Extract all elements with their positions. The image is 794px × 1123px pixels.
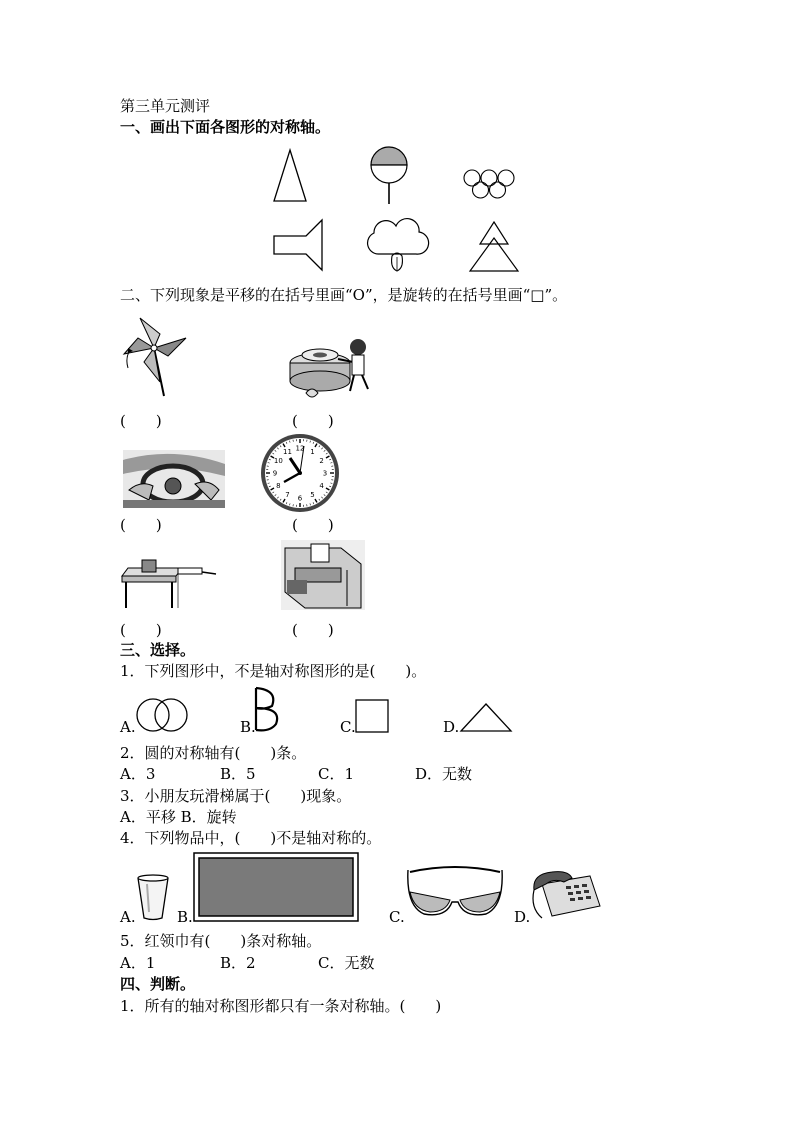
clock-number: 12: [295, 444, 305, 453]
letter-b-icon: [252, 686, 282, 732]
section-3-title: 三、选择。: [120, 641, 196, 659]
blank-6[interactable]: ( ): [292, 621, 334, 639]
q3-1-text: 1．下列图形中，不是轴对称图形的是( )。: [120, 662, 427, 680]
q3-1-option-c[interactable]: C.: [340, 718, 356, 736]
clock-number: 3: [322, 469, 328, 478]
triangle-icon: [458, 702, 514, 734]
clock-number: 4: [319, 482, 324, 490]
clock-icon: [259, 432, 341, 514]
steering-wheel-icon: [123, 450, 225, 508]
q3-5-option-c[interactable]: C．无数: [318, 954, 375, 972]
clock-number: 8: [276, 482, 281, 490]
blank-2[interactable]: ( ): [292, 412, 334, 430]
q3-4-option-b[interactable]: B.: [177, 908, 193, 926]
q3-4-option-c[interactable]: C.: [389, 908, 405, 926]
olympic-rings-icon: [462, 168, 516, 202]
millstone-icon: [286, 333, 386, 405]
square-icon: [354, 698, 390, 734]
clock-number: 10: [273, 457, 283, 465]
sunglasses-icon: [402, 862, 508, 922]
section-1-title: 一、画出下面各图形的对称轴。: [120, 118, 331, 136]
drawer-icon: [281, 540, 365, 610]
tall-triangle-icon: [270, 148, 310, 204]
trumpet-shape-icon: [272, 218, 328, 274]
blank-4[interactable]: ( ): [292, 516, 334, 534]
q3-4-text: 4．下列物品中，( )不是轴对称的。: [120, 829, 382, 847]
q3-2-option-b[interactable]: B．5: [220, 765, 256, 783]
blank-3[interactable]: ( ): [120, 516, 162, 534]
q3-5-text: 5．红领巾有( )条对称轴。: [120, 932, 322, 950]
q3-4-option-d[interactable]: D.: [514, 908, 531, 926]
q3-3-text: 3．小朋友玩滑梯属于( )现象。: [120, 787, 352, 805]
unit-title: 第三单元测评: [120, 97, 211, 115]
blank-5[interactable]: ( ): [120, 621, 162, 639]
pinwheel-icon: [120, 312, 192, 398]
clock-number: 6: [297, 494, 303, 503]
clock-number: 2: [319, 457, 324, 465]
clock-number: 7: [285, 491, 290, 500]
section-4-title: 四、判断。: [120, 975, 196, 993]
q4-1-text: 1．所有的轴对称图形都只有一条对称轴。( ): [120, 997, 442, 1015]
overlapping-circles-icon: [134, 696, 192, 734]
q3-1-option-d[interactable]: D.: [443, 718, 460, 736]
sliding-box-icon: [120, 558, 220, 608]
q3-5-option-a[interactable]: A．1: [120, 954, 156, 972]
blank-1[interactable]: ( ): [120, 412, 162, 430]
q3-4-option-a[interactable]: A.: [120, 908, 136, 926]
q3-5-option-b[interactable]: B．2: [220, 954, 256, 972]
paddle-icon: [368, 146, 410, 206]
section-2-title: 二、下列现象是平移的在括号里画“O”，是旋转的在括号里画“□”。: [120, 286, 568, 304]
q3-1-option-a[interactable]: A.: [120, 718, 136, 736]
blackboard-icon: [193, 852, 359, 922]
q3-1-option-b[interactable]: B.: [240, 718, 256, 736]
clock-number: 9: [272, 469, 278, 478]
clock-number: 11: [283, 447, 292, 456]
q3-3-options[interactable]: A．平移 B．旋转: [120, 808, 237, 826]
telephone-icon: [528, 868, 602, 924]
clock-number: 5: [310, 491, 315, 500]
clock-number: 1: [310, 447, 315, 456]
q3-2-option-c[interactable]: C．1: [318, 765, 355, 783]
q3-2-option-a[interactable]: A．3: [120, 765, 156, 783]
q3-2-text: 2．圆的对称轴有( )条。: [120, 744, 307, 762]
cloud-fish-icon: [366, 220, 428, 274]
stacked-triangles-icon: [468, 220, 522, 274]
q3-2-option-d[interactable]: D．无数: [415, 765, 473, 783]
glass-cup-icon: [135, 874, 171, 922]
